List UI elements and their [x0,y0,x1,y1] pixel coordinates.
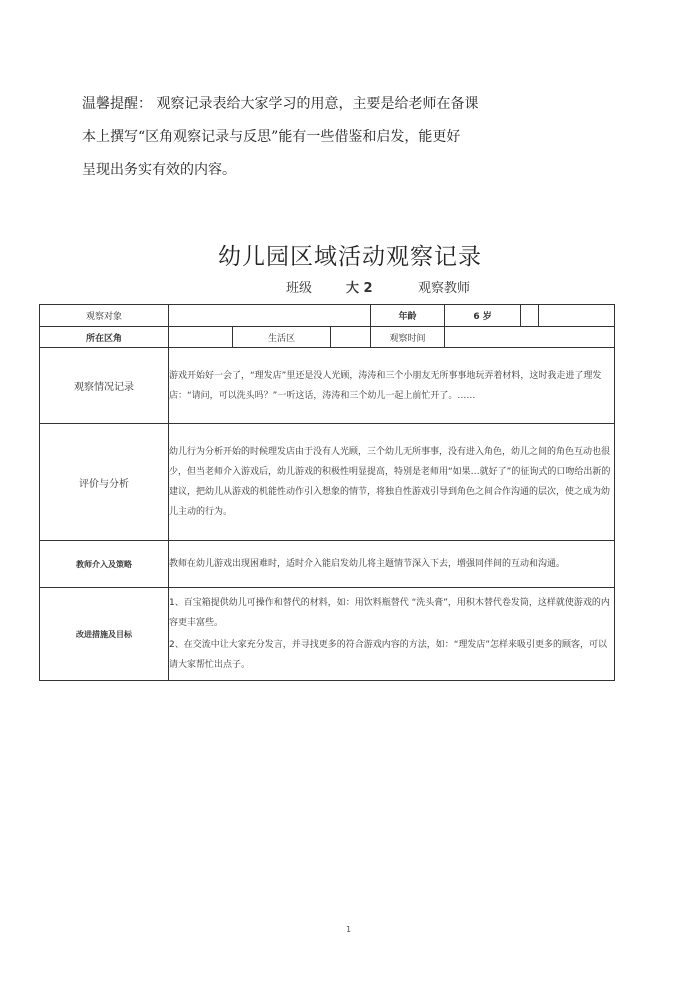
reminder-line: 本上撰写“区角观察记录与反思”能有一些借鉴和启发，能更好 [82,129,461,145]
empty-cell [521,305,539,327]
improvement-label: 改进措施及目标 [40,588,169,681]
evaluation-text: 幼儿行为分析开始的时候理发店由于没有人光顾，三个幼儿无所事事，没有进入角色，幼儿之间的角色互动也很少，但当老师介入游戏后，幼儿游戏的积极性明显提高，特别是老师用“如果…就好了”的征询式的口吻给出新的建议，把幼儿从游戏的机能性动作引入想象的情节，将独自性游戏引导到角色之间合作沟通的层次，使之成为幼儿主动的行为。 [169,424,615,541]
reminder-line: 呈现出务实有效的内容。 [82,162,236,178]
evaluation-label: 评价与分析 [40,424,169,541]
table-row [40,327,615,348]
empty-cell [169,327,233,348]
improvement-cell [169,588,615,681]
empty-cell [539,305,615,327]
reminder-line: 温馨提醒： 观察记录表给大家学习的用意，主要是给老师在备课 [82,96,479,112]
intervention-text: 教师在幼儿游戏出现困难时，适时介入能启发幼儿将主题情节深入下去，增强同伴间的互动和沟通。 [169,541,615,588]
teacher-label: 观察教师 [418,281,471,296]
reminder-paragraph [82,88,582,187]
subject-value [169,305,371,327]
table-row [40,588,615,681]
age-value: 6 岁 [445,305,521,327]
document-title: 幼儿园区域活动观察记录 [218,244,482,270]
observation-table [39,304,615,681]
improvement-item: 1、百宝箱提供幼儿可操作和替代的材料，如：用饮料瓶替代 “洗头膏”，用积木替代卷发筒，这样就使游戏的内容更丰富些。 [169,598,610,628]
table-row [40,305,615,327]
intervention-label: 教师介入及策略 [40,541,169,588]
age-label: 年龄 [371,305,445,327]
class-value: 大 2 [346,281,373,296]
table-row [40,348,615,424]
situation-label: 观察情况记录 [40,348,169,424]
area-label: 所在区角 [40,327,169,348]
table-row [40,424,615,541]
situation-text: 游戏开始好一会了，“理发店”里还是没人光顾，涛涛和三个小朋友无所事事地玩弄着材料，这时我走进了理发店：“请问，可以洗头吗？”一听这话，涛涛和三个幼儿一起上前忙开了。…… [169,348,615,424]
empty-cell [331,327,371,348]
subject-label: 观察对象 [40,305,169,327]
improvement-item: 2、在交流中让大家充分发言，并寻找更多的符合游戏内容的方法，如：“理发店”怎样来吸引更多的顾客，可以请大家帮忙出点子。 [169,640,608,670]
area-value: 生活区 [233,327,331,348]
page-number: 1 [346,925,352,934]
table-row [40,541,615,588]
time-value [445,327,615,348]
time-label: 观察时间 [371,327,445,348]
class-label: 班级 [286,281,313,296]
